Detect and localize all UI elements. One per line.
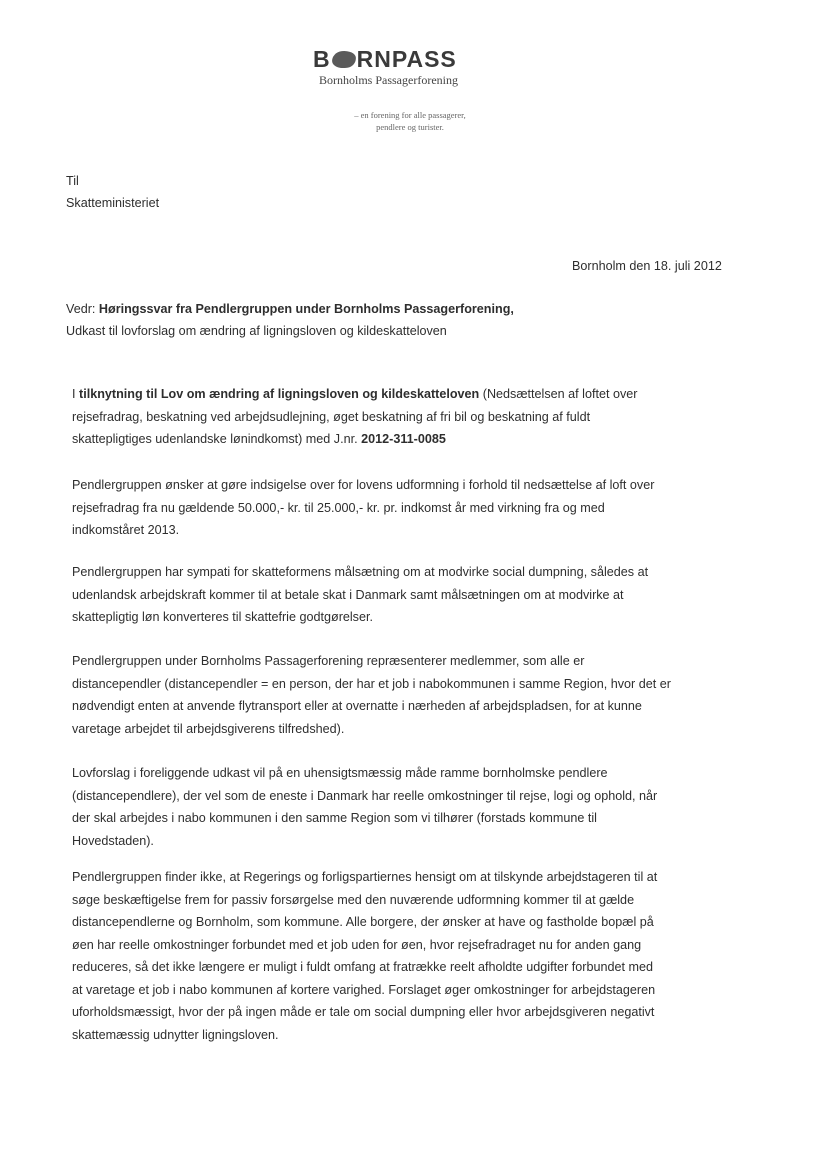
bornholm-island-icon [331,50,357,69]
paragraph-2: Pendlergruppen ønsker at gøre indsigelse over for lovens udformning i forhold til nedsættelse af loft over rejsefradrag fra nu gældende 50.000,- kr. til 25.000,- kr. pr. indkomst år med virkning fra og med indkomståret 2013. [72,478,655,537]
subject-line-2: Udkast til lovforslag om ændring af ligningsloven og kildeskatteloven [66,324,447,338]
logo-title: B RNPASS [313,46,457,72]
paragraph-4: Pendlergruppen under Bornholms Passagerforening repræsenterer medlemmer, som alle er distancependler (distancependler = en person, der har et job i nabokommunen i samme Region, hvor det er nødvendigt enten at anvende flytransport eller at overnatte i nærheden af arbejdspladsen, for at kunne varetage arbejdet til arbejdsgiverens tilfredshed). [72,654,671,736]
logo-subtitle: Bornholms Passagerforening [319,73,458,87]
logo-tagline: – en forening for alle passagerer, pendlere og turister. [354,110,466,132]
recipient-line-1: Til [66,174,79,188]
paragraph-3: Pendlergruppen har sympati for skatteformens målsætning om at modvirke social dumpning, således at udenlandsk arbejdskraft kommer til at betale skat i Danmark samt målsætningen om at modvirke at skattepligtig løn konverteres til skattefrie godtgørelser. [72,565,649,624]
date-line: Bornholm den 18. juli 2012 [572,259,722,273]
subject-line-1: Vedr: Høringssvar fra Pendlergruppen under Bornholms Passagerforening, [66,302,514,316]
paragraph-5: Lovforslag i foreliggende udkast vil på en uhensigtsmæssig måde ramme bornholmske pendlere (distancependlere), der vel som de eneste i Danmark har reelle omkostninger til rejse, logi og ophold, når der skal arbejdes i nabo kommunen i den samme Region som vi tilhører (forstads kommune til Hovedstaden). [72,766,658,848]
bornpass-logo [295,40,513,100]
recipient-line-2: Skatteministeriet [66,196,160,210]
paragraph-1: I tilknytning til Lov om ændring af ligningsloven og kildeskatteloven (Nedsættelsen af loftet over rejsefradrag, beskatning ved arbejdsudlejning, øget beskatning af fri bil og beskatning af fuldt skattepligtiges udenlandske lønindkomst) med J.nr. 2012-311-0085 [72,387,638,446]
paragraph-6: Pendlergruppen finder ikke, at Regerings og forligspartiernes hensigt om at tilskynde arbejdstageren til at søge beskæftigelse frem for passiv forsørgelse med den nuværende udformning kommer til at gælde distancependlerne og Bornholm, som kommune. Alle borgere, der ønsker at have og fastholde bopæl på øen har reelle omkostninger forbundet med et job uden for øen, hvor rejsefradraget nu for anden gang reduceres, så det ikke længere er muligt i fuldt omfang at fratrække reelt afholdte udgifter forbundet med at varetage et job i nabo kommunen af kortere varighed. Forslaget øger omkostninger for arbejdstageren uforholdsmæssigt, hvor der på ingen måde er tale om social dumpning eller hvor arbejdsgiveren negativt skattemæssig udnytter ligningsloven. [72,870,658,1042]
